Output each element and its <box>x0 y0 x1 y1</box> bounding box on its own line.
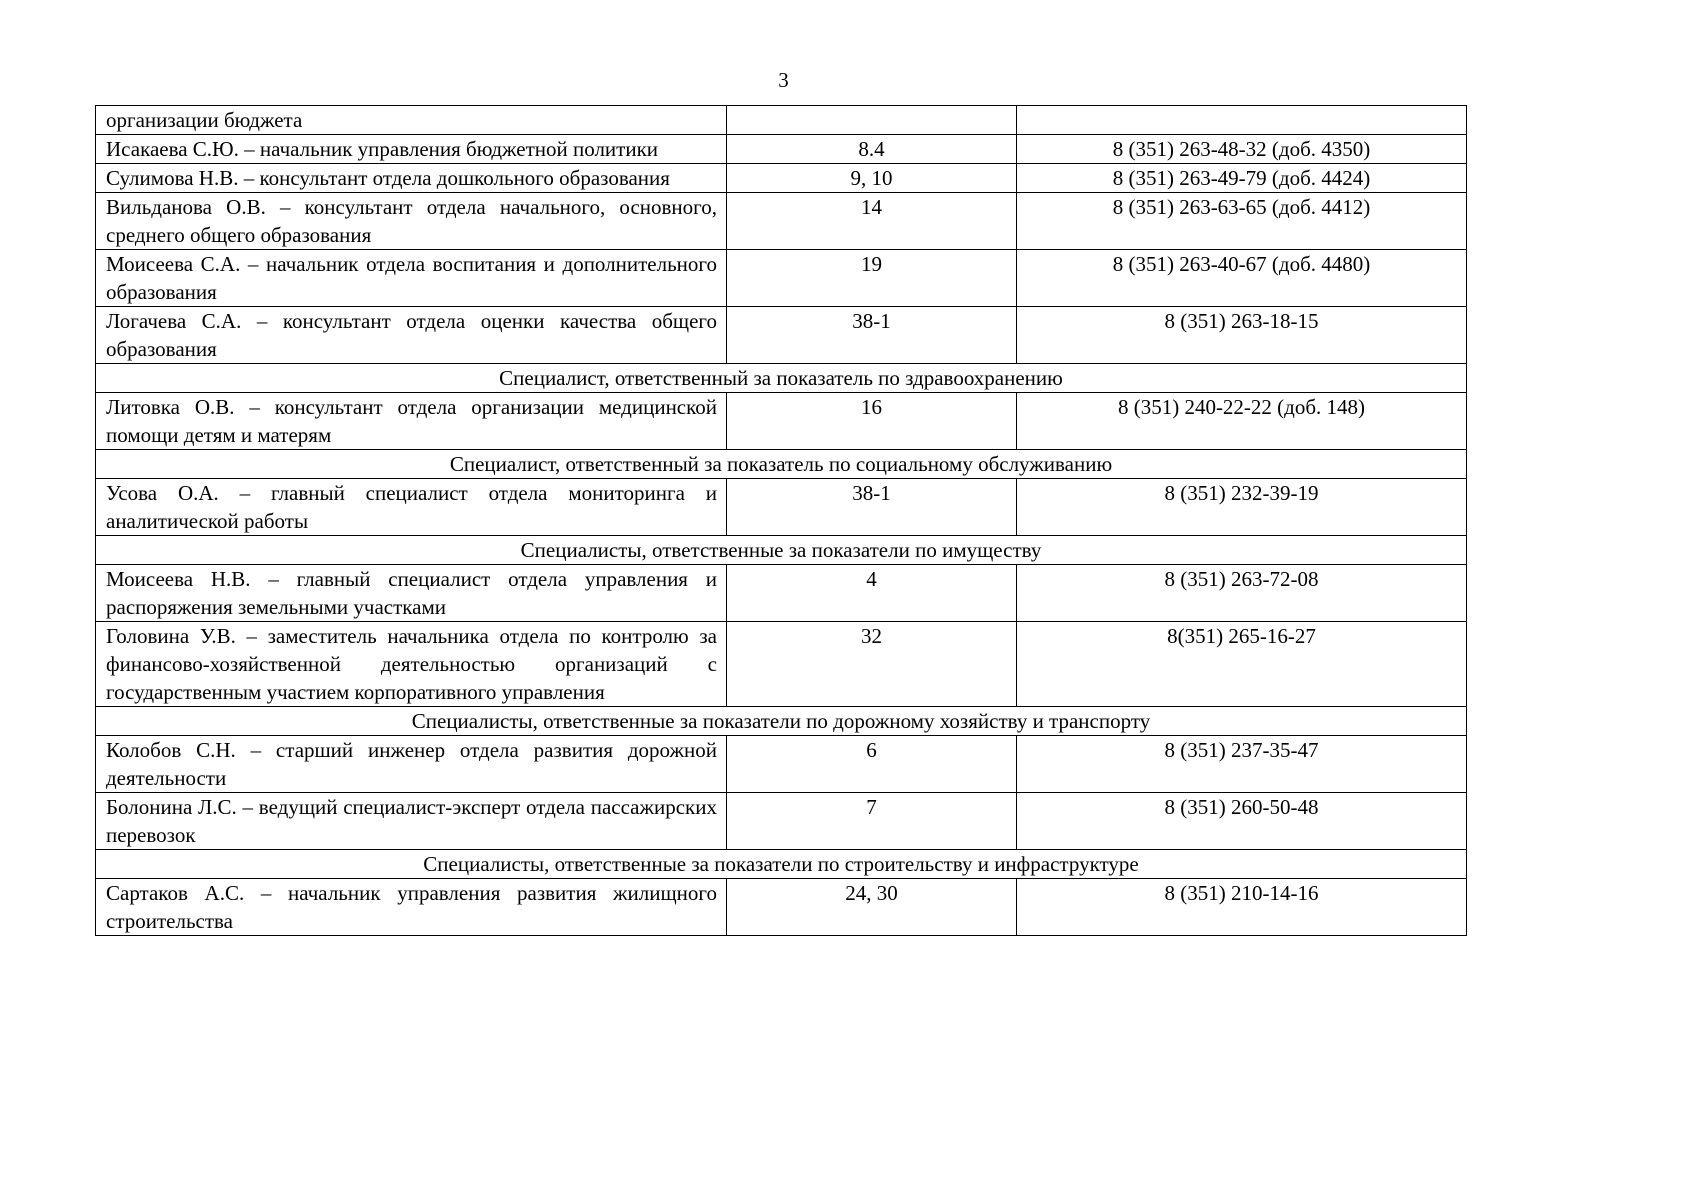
phone-cell: 8 (351) 237-35-47 <box>1017 736 1467 793</box>
table-row <box>96 106 1467 135</box>
section-row <box>96 450 1467 479</box>
phone-cell: 8 (351) 232-39-19 <box>1017 479 1467 536</box>
indicator-cell: 7 <box>727 793 1017 850</box>
contacts-table <box>95 105 1467 936</box>
indicator-cell: 9, 10 <box>727 164 1017 193</box>
section-heading: Специалисты, ответственные за показатели по имуществу <box>96 536 1467 565</box>
indicator-cell: 8.4 <box>727 135 1017 164</box>
employee-cell: Моисеева Н.В. – главный специалист отдела управления и распоряжения земельными участками <box>96 565 727 622</box>
section-row <box>96 707 1467 736</box>
employee-cell: Моисеева С.А. – начальник отдела воспитания и дополнительного образования <box>96 250 727 307</box>
indicator-cell: 38-1 <box>727 479 1017 536</box>
phone-cell: 8 (351) 260-50-48 <box>1017 793 1467 850</box>
table-row <box>96 393 1467 450</box>
employee-cell: Литовка О.В. – консультант отдела организации медицинской помощи детям и матерям <box>96 393 727 450</box>
employee-cell: Болонина Л.С. – ведущий специалист-эксперт отдела пассажирских перевозок <box>96 793 727 850</box>
table-row <box>96 135 1467 164</box>
section-heading: Специалисты, ответственные за показатели по строительству и инфраструктуре <box>96 850 1467 879</box>
indicator-cell: 14 <box>727 193 1017 250</box>
indicator-cell: 38-1 <box>727 307 1017 364</box>
employee-cell: Сартаков А.С. – начальник управления развития жилищного строительства <box>96 879 727 936</box>
phone-cell: 8 (351) 240-22-22 (доб. 148) <box>1017 393 1467 450</box>
indicator-cell <box>727 106 1017 135</box>
employee-cell: Вильданова О.В. – консультант отдела начального, основного, среднего общего образования <box>96 193 727 250</box>
indicator-cell: 19 <box>727 250 1017 307</box>
employee-cell: Колобов С.Н. – старший инженер отдела развития дорожной деятельности <box>96 736 727 793</box>
phone-cell <box>1017 106 1467 135</box>
phone-cell: 8 (351) 263-63-65 (доб. 4412) <box>1017 193 1467 250</box>
phone-cell: 8 (351) 263-49-79 (доб. 4424) <box>1017 164 1467 193</box>
indicator-cell: 4 <box>727 565 1017 622</box>
page-number: 3 <box>778 68 789 92</box>
employee-cell: Исакаева С.Ю. – начальник управления бюджетной политики <box>96 135 727 164</box>
phone-cell: 8 (351) 263-72-08 <box>1017 565 1467 622</box>
table-row <box>96 250 1467 307</box>
contacts-table-body <box>96 106 1467 936</box>
phone-cell: 8 (351) 263-48-32 (доб. 4350) <box>1017 135 1467 164</box>
indicator-cell: 24, 30 <box>727 879 1017 936</box>
section-heading: Специалисты, ответственные за показатели по дорожному хозяйству и транспорту <box>96 707 1467 736</box>
phone-cell: 8 (351) 263-40-67 (доб. 4480) <box>1017 250 1467 307</box>
indicator-cell: 32 <box>727 622 1017 707</box>
phone-cell: 8 (351) 210-14-16 <box>1017 879 1467 936</box>
table-row <box>96 307 1467 364</box>
table-row <box>96 565 1467 622</box>
employee-cell: Логачева С.А. – консультант отдела оценки качества общего образования <box>96 307 727 364</box>
section-row <box>96 850 1467 879</box>
section-heading: Специалист, ответственный за показатель по социальному обслуживанию <box>96 450 1467 479</box>
employee-cell: Усова О.А. – главный специалист отдела мониторинга и аналитической работы <box>96 479 727 536</box>
indicator-cell: 6 <box>727 736 1017 793</box>
table-row <box>96 164 1467 193</box>
employee-cell: Головина У.В. – заместитель начальника отдела по контролю за финансово-хозяйственной деятельностью организаций с государственным участием корпоративного управления <box>96 622 727 707</box>
table-row <box>96 736 1467 793</box>
section-row <box>96 536 1467 565</box>
section-heading: Специалист, ответственный за показатель по здравоохранению <box>96 364 1467 393</box>
section-row <box>96 364 1467 393</box>
employee-cell: Сулимова Н.В. – консультант отдела дошкольного образования <box>96 164 727 193</box>
employee-cell: организации бюджета <box>96 106 727 135</box>
phone-cell: 8(351) 265-16-27 <box>1017 622 1467 707</box>
table-row <box>96 479 1467 536</box>
table-row <box>96 879 1467 936</box>
table-row <box>96 793 1467 850</box>
table-row <box>96 622 1467 707</box>
phone-cell: 8 (351) 263-18-15 <box>1017 307 1467 364</box>
indicator-cell: 16 <box>727 393 1017 450</box>
table-row <box>96 193 1467 250</box>
